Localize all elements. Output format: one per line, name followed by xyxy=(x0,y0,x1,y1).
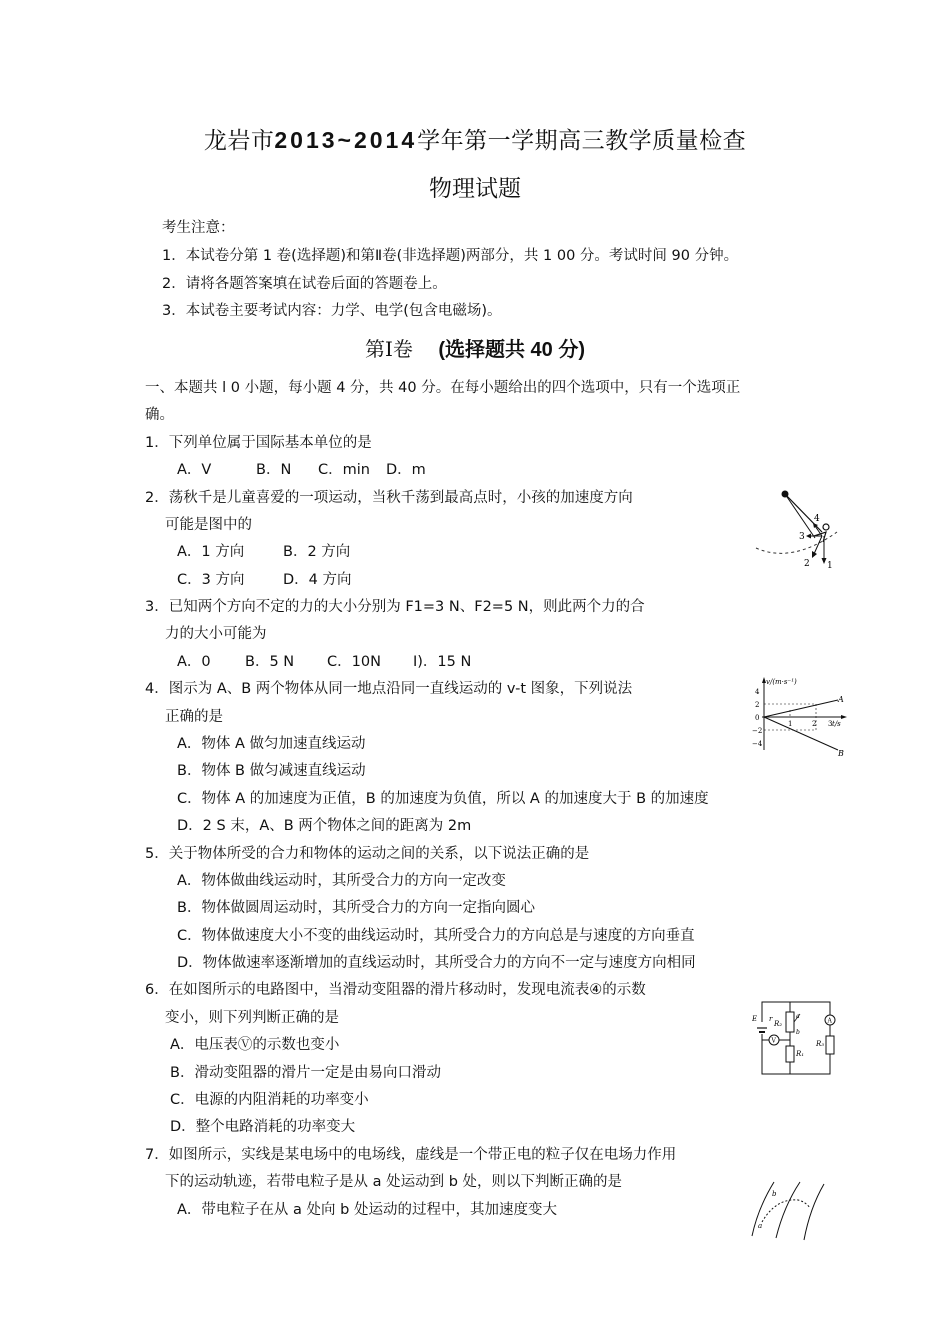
circuit-label: R₁ xyxy=(796,1050,805,1058)
option: D．物体做速率逐渐增加的直线运动时，其所受合力的方向不一定与速度方向相同 xyxy=(177,955,696,971)
option: C．3 方向 xyxy=(177,572,245,588)
circuit-label: V xyxy=(771,1037,776,1045)
field-line xyxy=(804,1184,824,1240)
question-stem-cont: 正确的是 xyxy=(165,709,223,725)
x-tick-label: 3 xyxy=(828,720,833,728)
circuit-label: r xyxy=(769,1015,773,1023)
section-intro-cont: 确。 xyxy=(145,407,174,423)
circuit-label: a xyxy=(796,1013,800,1020)
circuit-label: b xyxy=(796,1029,800,1036)
field-line xyxy=(776,1182,800,1238)
option: A．带电粒子在从 a 处向 b 处运动的过程中，其加速度变大 xyxy=(177,1202,557,1218)
question-stem-cont: 可能是图中的 xyxy=(165,517,252,533)
option-row xyxy=(177,570,352,590)
option: C．物体 A 的加速度为正值，B 的加速度为负值，所以 A 的加速度大于 B 的加速度 xyxy=(177,791,709,807)
option: B．5 N xyxy=(245,654,295,670)
series-label: B xyxy=(838,749,844,758)
resistor-r1-icon xyxy=(786,1046,794,1062)
circuit-label: R₂ xyxy=(774,1020,783,1028)
question-stem: 2．荡秋千是儿童喜爱的一项运动，当秋千荡到最高点时，小孩的加速度方向 xyxy=(145,490,633,506)
option: C．物体做速度大小不变的曲线运动时，其所受合力的方向总是与速度的方向垂直 xyxy=(177,928,695,944)
question-stem: 6．在如图所示的电路图中，当滑动变阻器的滑片移动时，发现电流表④的示数 xyxy=(145,982,646,998)
exam-subtitle: 物理试题 xyxy=(429,176,521,202)
x-tick-label: 2 xyxy=(812,720,817,728)
option: A．0 xyxy=(177,654,211,670)
section-intro: 一、本题共 l 0 小题，每小题 4 分，共 40 分。在每小题给出的四个选项中，只有一个选项正 xyxy=(145,380,741,396)
option: B．滑动变阻器的滑片一定是由易向口滑动 xyxy=(170,1065,441,1081)
question-stem: 4．图示为 A、B 两个物体从同一地点沿同一直线运动的 v-t 图象，下列说法 xyxy=(145,681,633,697)
swing-label: 1 xyxy=(827,561,833,571)
option-row xyxy=(177,460,426,480)
circuit-label: E xyxy=(752,1015,758,1023)
child-icon xyxy=(823,524,829,530)
question-stem: 7．如图所示，实线是某电场中的电场线，虚线是一个带正电的粒子仅在电场力作用 xyxy=(145,1147,677,1163)
option: D．4 方向 xyxy=(283,572,352,588)
option: D．2 S 末，A、B 两个物体之间的距离为 2m xyxy=(177,818,472,834)
option: A．物体做曲线运动时，其所受合力的方向一定改变 xyxy=(177,873,506,889)
field-line xyxy=(752,1182,774,1236)
circuit-label: A xyxy=(827,1017,832,1025)
y-tick-label: −4 xyxy=(752,740,763,748)
circuit-label: R₃ xyxy=(816,1040,825,1048)
swing-label: 4 xyxy=(814,514,820,524)
exam-title xyxy=(0,122,950,155)
trajectory-line xyxy=(762,1200,810,1222)
resistor-r3-icon xyxy=(826,1036,834,1054)
option: I)．15 N xyxy=(413,654,472,670)
field-lines-figure xyxy=(748,1178,828,1242)
option: B．物体 B 做匀减速直线运动 xyxy=(177,763,366,779)
option-row xyxy=(177,542,350,562)
swing-label: 3 xyxy=(799,532,805,542)
vt-graph-figure xyxy=(752,674,852,758)
y-tick-label: −2 xyxy=(752,727,763,735)
y-tick-label: 2 xyxy=(755,701,760,709)
title-years: 2013~2014 xyxy=(274,127,418,153)
series-label: A xyxy=(838,695,844,704)
option: B．物体做圆周运动时，其所受合力的方向一定指向圆心 xyxy=(177,900,535,916)
section-title-right: (选择题共 40 分) xyxy=(438,339,586,361)
option: B．N xyxy=(256,462,292,478)
question-stem-cont: 力的大小可能为 xyxy=(165,626,267,642)
notice-item: 2．请将各题答案填在试卷后面的答题卷上。 xyxy=(162,276,447,292)
option: C．min xyxy=(318,462,370,478)
x-tick-label: 1 xyxy=(788,720,793,728)
rheostat-icon xyxy=(786,1012,794,1032)
point-label: a xyxy=(758,1222,763,1230)
option-row xyxy=(177,652,471,672)
y-tick-label: 4 xyxy=(755,688,760,696)
swing-label: 2 xyxy=(804,559,810,569)
series-line-b xyxy=(764,717,838,750)
option: C．电源的内阻消耗的功率变小 xyxy=(170,1092,369,1108)
point-label: b xyxy=(772,1190,777,1198)
notice-heading: 考生注意： xyxy=(162,220,235,236)
y-tick-label: 0 xyxy=(755,714,760,722)
question-stem: 3．已知两个方向不定的力的大小分别为 F1=3 N、F2=5 N，则此两个力的合 xyxy=(145,599,645,615)
question-stem-cont: 变小，则下列判断正确的是 xyxy=(165,1010,339,1026)
section-title xyxy=(0,333,950,362)
title-suffix: 学年第一学期高三教学质量检查 xyxy=(417,128,747,154)
title-prefix: 龙岩市 xyxy=(203,128,275,154)
option: C．10N xyxy=(327,654,381,670)
question-stem: 5．关于物体所受的合力和物体的运动之间的关系，以下说法正确的是 xyxy=(145,846,590,862)
option: A．物体 A 做匀加速直线运动 xyxy=(177,736,366,752)
notice-item: 1．本试卷分第 1 卷(选择题)和第Ⅱ卷(非选择题)两部分，共 1 00 分。考试时间 90 分钟。 xyxy=(162,248,739,264)
option: A．V xyxy=(177,462,212,478)
y-axis-label: v/(m·s⁻¹) xyxy=(766,678,797,686)
section-title-left: 第Ⅰ卷 xyxy=(364,337,413,361)
option: A．电压表Ⓥ的示数也变小 xyxy=(170,1037,340,1053)
question-stem-cont: 下的运动轨迹，若带电粒子是从 a 处运动到 b 处，则以下判断正确的是 xyxy=(165,1174,623,1190)
question-stem: 1．下列单位属于国际基本单位的是 xyxy=(145,435,372,451)
option: A．1 方向 xyxy=(177,544,245,560)
option: D．整个电路消耗的功率变大 xyxy=(170,1119,356,1135)
swing-figure xyxy=(752,486,847,571)
series-line-a xyxy=(764,700,838,717)
option: D．m xyxy=(386,462,426,478)
notice-item: 3．本试卷主要考试内容：力学、电学(包含电磁场)。 xyxy=(162,303,502,319)
option: B．2 方向 xyxy=(283,544,351,560)
circuit-figure xyxy=(752,994,842,1080)
x-axis-label: t/s xyxy=(832,720,841,728)
